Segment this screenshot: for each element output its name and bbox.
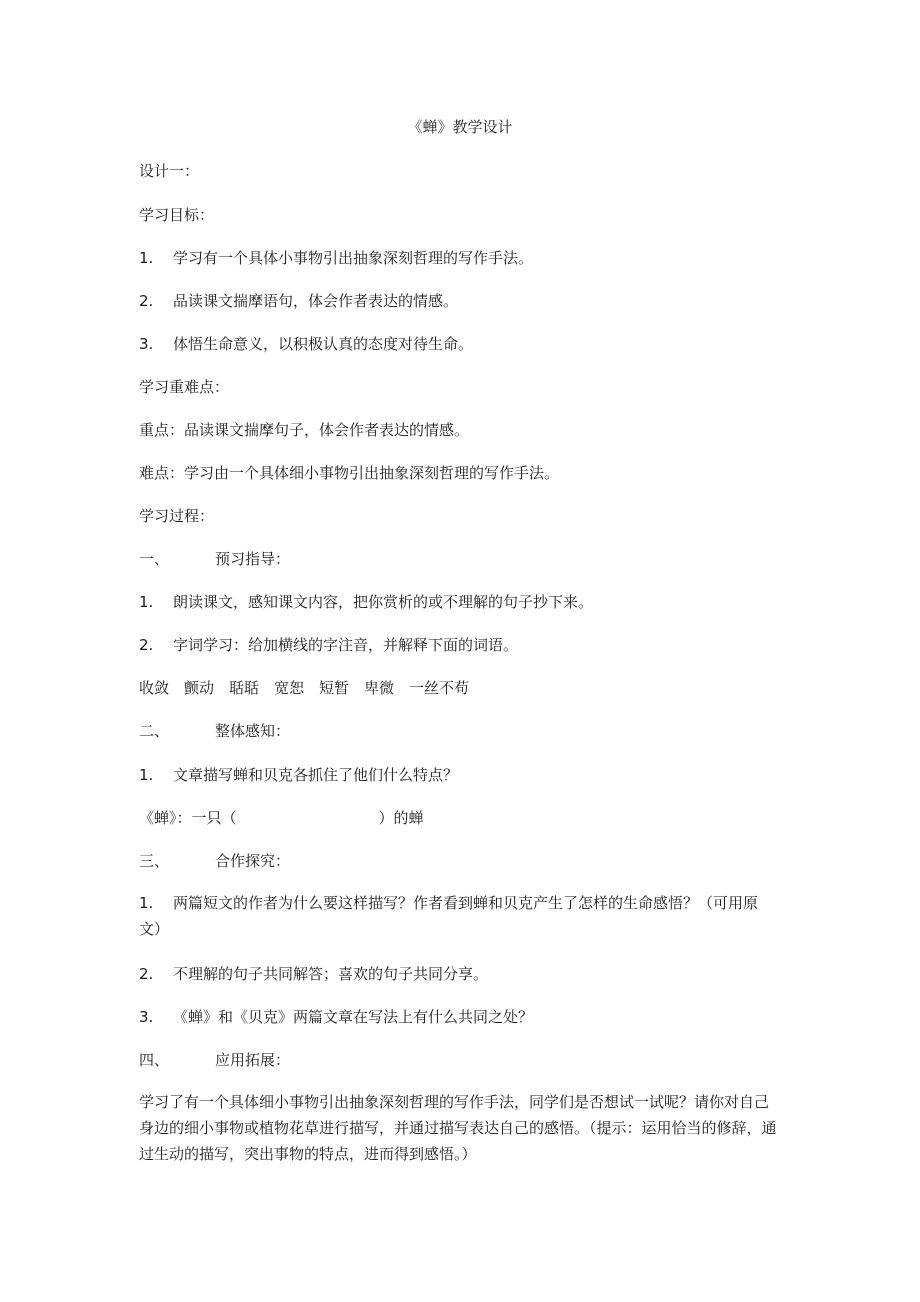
fill-blank-prefix: 《蝉》：一只（ xyxy=(139,809,237,827)
section-heading xyxy=(139,549,290,569)
key-points-heading: 学习重难点： xyxy=(139,378,230,396)
vocabulary-list: 收敛 颤动 聒聒 宽恕 短暂 卑微 一丝不苟 xyxy=(139,679,470,697)
section-number: 三、 xyxy=(139,852,170,870)
item-number: 1. xyxy=(139,894,154,912)
item-text: 品读课文揣摩语句，体会作者表达的情感。 xyxy=(173,292,459,310)
section-title: 预习指导： xyxy=(215,550,291,568)
item-number: 2. xyxy=(139,636,154,654)
section-heading xyxy=(139,1050,290,1070)
item-text: 学习有一个具体小事物引出抽象深刻哲理的写作手法。 xyxy=(173,249,534,267)
list-item xyxy=(139,765,458,785)
section-heading xyxy=(139,721,290,741)
objectives-heading: 学习目标： xyxy=(139,206,215,224)
section-heading xyxy=(139,851,290,871)
extension-paragraph: 学习了有一个具体细小事物引出抽象深刻哲理的写作手法，同学们是否想试一试呢？请你对自己身边的细小事物或植物花草进行描写，并通过描写表达自己的感悟。（提示：运用恰当的修辞，通过生动的描写，突出事物的特点，进而得到感悟。） xyxy=(139,1093,777,1163)
objective-item xyxy=(139,248,533,268)
difficult-point: 难点：学习由一个具体细小事物引出抽象深刻哲理的写作手法。 xyxy=(139,464,560,482)
section-title: 合作探究： xyxy=(215,852,291,870)
item-text: 体悟生命意义，以积极认真的态度对待生命。 xyxy=(173,335,474,353)
section-title: 整体感知： xyxy=(215,722,291,740)
item-number: 2. xyxy=(139,965,154,983)
list-item xyxy=(139,1007,533,1027)
item-text: 《蝉》和《贝克》两篇文章在写法上有什么共同之处？ xyxy=(173,1008,534,1026)
design-label: 设计一： xyxy=(139,162,200,180)
list-item xyxy=(139,964,488,984)
item-number: 3. xyxy=(139,335,154,353)
item-text: 不理解的句子共同解答；喜欢的句子共同分享。 xyxy=(173,965,489,983)
fill-blank-suffix: ）的蝉 xyxy=(378,809,424,827)
objective-item xyxy=(139,334,473,354)
section-number: 四、 xyxy=(139,1051,170,1069)
list-item xyxy=(139,890,779,942)
list-item xyxy=(139,592,593,612)
list-item xyxy=(139,635,518,655)
objective-item xyxy=(139,291,458,311)
item-number: 3. xyxy=(139,1008,154,1026)
item-text: 字词学习：给加横线的字注音，并解释下面的词语。 xyxy=(173,636,519,654)
section-title: 应用拓展： xyxy=(215,1051,291,1069)
item-text: 文章描写蝉和贝克各抓住了他们什么特点？ xyxy=(173,766,459,784)
section-number: 二、 xyxy=(139,722,170,740)
item-number: 1. xyxy=(139,766,154,784)
item-number: 1. xyxy=(139,593,154,611)
section-number: 一、 xyxy=(139,550,170,568)
item-text: 两篇短文的作者为什么要这样描写？作者看到蝉和贝克产生了怎样的生命感悟？（可用原文） xyxy=(139,894,759,938)
item-text: 朗读课文，感知课文内容，把你赏析的或不理解的句子抄下来。 xyxy=(173,593,594,611)
key-point: 重点：品读课文揣摩句子，体会作者表达的情感。 xyxy=(139,421,470,439)
item-number: 1. xyxy=(139,249,154,267)
fill-blank-line xyxy=(139,808,424,828)
item-number: 2. xyxy=(139,292,154,310)
process-heading: 学习过程： xyxy=(139,507,215,525)
document-title: 《蝉》教学设计 xyxy=(407,118,513,136)
